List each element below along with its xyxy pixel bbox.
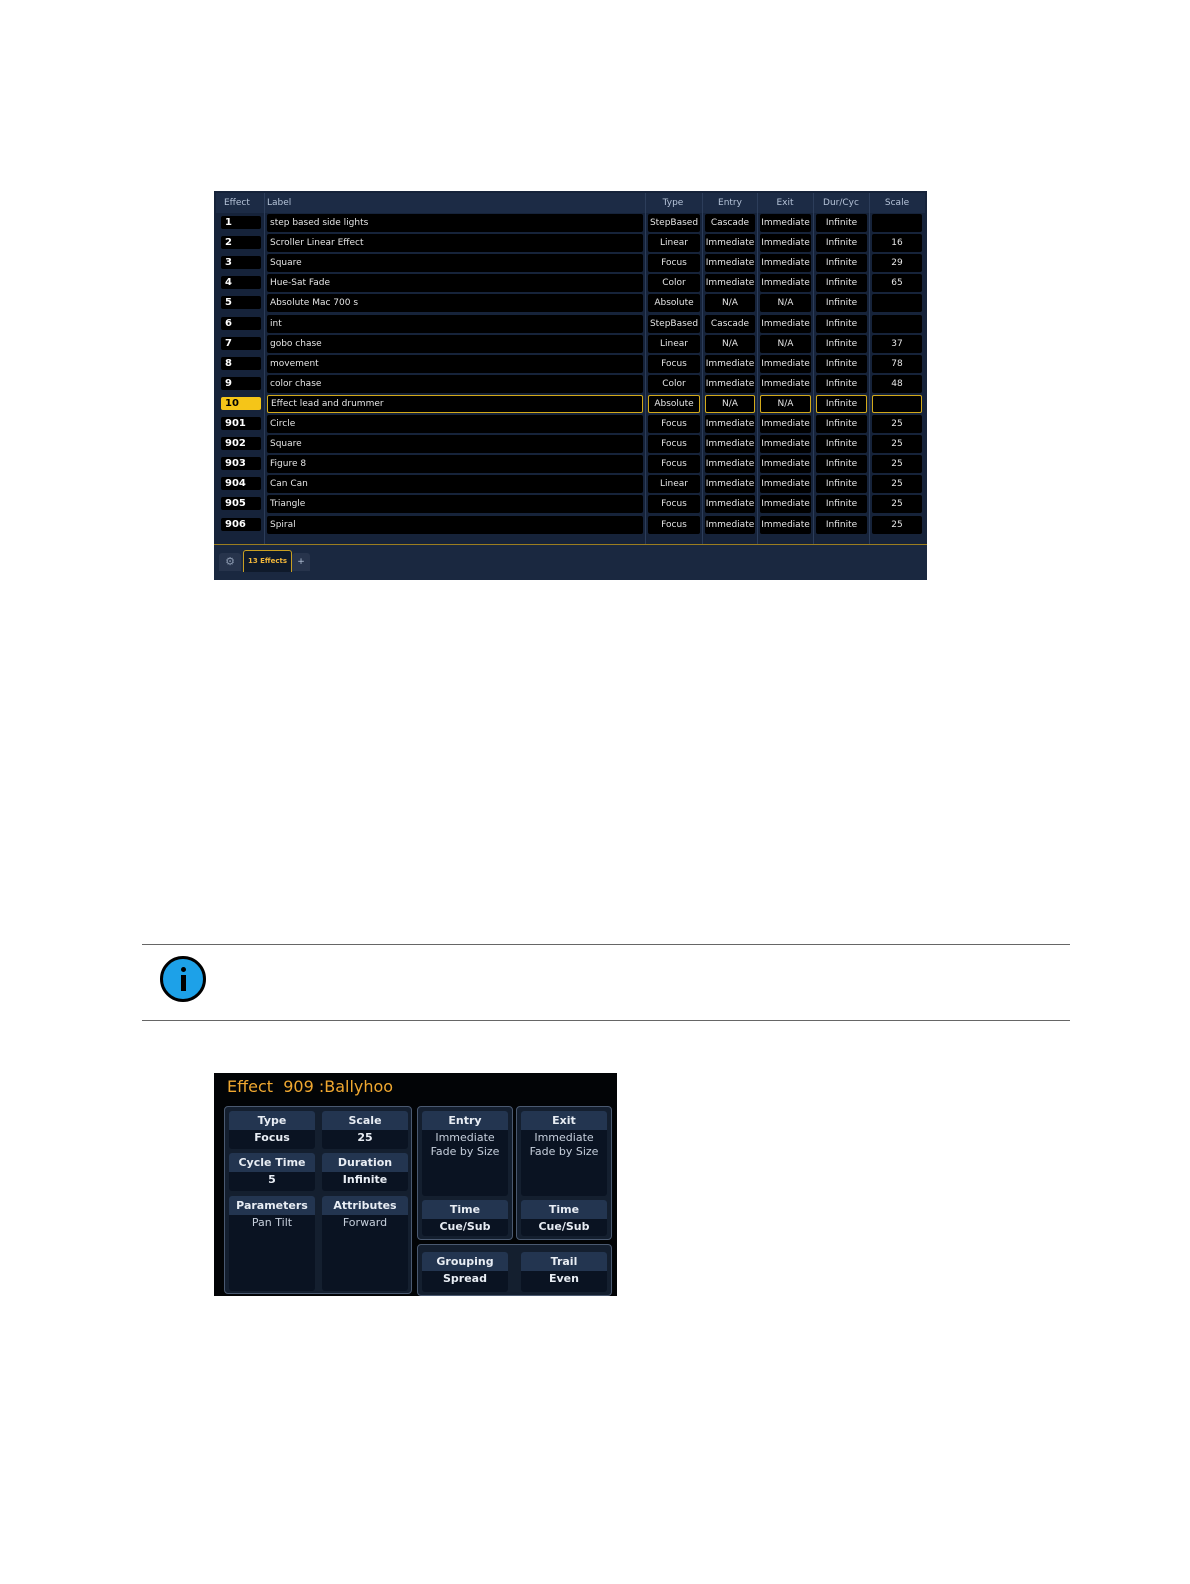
entry-label: Entry xyxy=(422,1111,508,1130)
type-cell[interactable]: Focus xyxy=(648,415,700,433)
table-row[interactable] xyxy=(216,434,925,454)
exit-cell[interactable]: Immediate xyxy=(760,455,811,473)
table-row[interactable] xyxy=(216,394,925,414)
entry-cell[interactable]: Immediate xyxy=(705,516,755,534)
exit-cell[interactable]: N/A xyxy=(760,335,811,353)
duration-tile[interactable] xyxy=(322,1153,408,1191)
exit-tile[interactable] xyxy=(521,1111,607,1196)
type-tile[interactable] xyxy=(229,1111,315,1149)
info-icon xyxy=(160,956,206,1002)
exit-time-label: Time xyxy=(521,1200,607,1219)
effect-number[interactable]: 5 xyxy=(221,296,261,309)
entry-tile[interactable] xyxy=(422,1111,508,1196)
table-row[interactable] xyxy=(216,334,925,354)
type-cell[interactable]: StepBased xyxy=(648,315,700,333)
note-bottom-rule xyxy=(142,1020,1070,1021)
table-row[interactable] xyxy=(216,233,925,253)
column-header-effect[interactable]: Effect xyxy=(224,198,250,208)
scale-cell[interactable]: 25 xyxy=(872,415,922,433)
scale-cell[interactable]: 65 xyxy=(872,274,922,292)
scale-cell[interactable] xyxy=(872,315,922,333)
label-cell[interactable]: Circle xyxy=(267,415,643,433)
effect-number[interactable]: 1 xyxy=(221,216,261,229)
entry-cell[interactable]: Immediate xyxy=(705,375,755,393)
label-cell[interactable]: Figure 8 xyxy=(267,455,643,473)
dur-cyc-cell[interactable]: Infinite xyxy=(816,234,867,252)
cycle-time-tile[interactable] xyxy=(229,1153,315,1191)
entry-cell[interactable]: Immediate xyxy=(705,475,755,493)
entry-cell[interactable]: Cascade xyxy=(705,315,755,333)
dur-cyc-cell[interactable]: Infinite xyxy=(816,214,867,232)
attributes-label: Attributes xyxy=(322,1196,408,1215)
cycle-time-value: 5 xyxy=(268,1173,276,1186)
scale-tile[interactable] xyxy=(322,1111,408,1149)
column-header-label[interactable]: Label xyxy=(267,198,292,208)
label-cell[interactable]: Hue-Sat Fade xyxy=(267,274,643,292)
dur-cyc-cell[interactable]: Infinite xyxy=(816,495,867,513)
label-cell[interactable]: Scroller Linear Effect xyxy=(267,234,643,252)
table-row[interactable] xyxy=(216,454,925,474)
entry-cell[interactable]: Immediate xyxy=(705,435,755,453)
column-header-type[interactable]: Type xyxy=(662,198,684,208)
effects-list-panel xyxy=(214,191,927,579)
exit-cell[interactable]: Immediate xyxy=(760,214,811,232)
dur-cyc-cell[interactable]: Infinite xyxy=(816,335,867,353)
label-cell[interactable]: int xyxy=(267,315,643,333)
scale-cell[interactable]: 48 xyxy=(872,375,922,393)
scale-cell[interactable]: 29 xyxy=(872,254,922,272)
exit-value-mode: Immediate xyxy=(534,1131,594,1144)
entry-value-mode: Immediate xyxy=(435,1131,495,1144)
dur-cyc-cell[interactable]: Infinite xyxy=(816,435,867,453)
effect-number[interactable]: 902 xyxy=(221,437,261,450)
scale-label: Scale xyxy=(322,1111,408,1130)
tab-13-effects[interactable]: 13 Effects xyxy=(243,550,292,572)
scale-cell[interactable]: 78 xyxy=(872,355,922,373)
dur-cyc-cell[interactable]: Infinite xyxy=(816,395,867,413)
dur-cyc-cell[interactable]: Infinite xyxy=(816,375,867,393)
dur-cyc-cell[interactable]: Infinite xyxy=(816,415,867,433)
effect-number[interactable]: 905 xyxy=(221,497,261,510)
effect-number[interactable]: 904 xyxy=(221,477,261,490)
effect-number[interactable]: 901 xyxy=(221,417,261,430)
scale-cell[interactable]: 25 xyxy=(872,455,922,473)
table-row[interactable] xyxy=(216,354,925,374)
entry-cell[interactable]: Immediate xyxy=(705,355,755,373)
table-row[interactable] xyxy=(216,314,925,334)
dur-cyc-cell[interactable]: Infinite xyxy=(816,274,867,292)
scale-cell[interactable]: 37 xyxy=(872,335,922,353)
exit-cell[interactable]: N/A xyxy=(760,395,811,413)
type-cell[interactable]: Focus xyxy=(648,435,700,453)
table-row[interactable] xyxy=(216,494,925,514)
entry-time-label: Time xyxy=(422,1200,508,1219)
exit-frame xyxy=(516,1106,612,1240)
table-row[interactable] xyxy=(216,515,925,535)
type-cell[interactable]: Focus xyxy=(648,455,700,473)
column-header-entry[interactable]: Entry xyxy=(718,198,742,208)
scale-cell[interactable]: 25 xyxy=(872,516,922,534)
entry-cell[interactable]: Immediate xyxy=(705,415,755,433)
type-cell[interactable]: Focus xyxy=(648,254,700,272)
dur-cyc-cell[interactable]: Infinite xyxy=(816,475,867,493)
effect-title: Effect 909 :Ballyhoo xyxy=(227,1077,394,1096)
parameters-label: Parameters xyxy=(229,1196,315,1215)
column-header-scale[interactable]: Scale xyxy=(884,198,910,208)
exit-cell[interactable]: Immediate xyxy=(760,375,811,393)
effect-number[interactable]: 8 xyxy=(221,357,261,370)
entry-cell[interactable]: Cascade xyxy=(705,214,755,232)
type-cell[interactable]: Focus xyxy=(648,495,700,513)
entry-cell[interactable]: N/A xyxy=(705,294,755,312)
table-row[interactable] xyxy=(216,213,925,233)
effects-table xyxy=(216,193,925,544)
dur-cyc-cell[interactable]: Infinite xyxy=(816,355,867,373)
scale-cell[interactable]: 25 xyxy=(872,495,922,513)
exit-cell[interactable]: Immediate xyxy=(760,415,811,433)
exit-cell[interactable]: Immediate xyxy=(760,516,811,534)
entry-value-fade: Fade by Size xyxy=(430,1145,500,1158)
grouping-label: Grouping xyxy=(422,1252,508,1271)
tab-bar xyxy=(214,544,927,580)
type-cell[interactable]: Color xyxy=(648,274,700,292)
label-cell[interactable]: Can Can xyxy=(267,475,643,493)
column-header-dur-cyc[interactable]: Dur/Cyc xyxy=(823,198,859,208)
entry-time-tile[interactable] xyxy=(422,1200,508,1236)
exit-cell[interactable]: Immediate xyxy=(760,475,811,493)
effect-properties-frame xyxy=(224,1106,412,1294)
label-cell[interactable]: Triangle xyxy=(267,495,643,513)
parameters-value: Pan Tilt xyxy=(251,1216,293,1229)
type-cell[interactable]: Linear xyxy=(648,335,700,353)
scale-cell[interactable]: 25 xyxy=(872,475,922,493)
effect-detail-panel xyxy=(214,1073,617,1296)
exit-label: Exit xyxy=(521,1111,607,1130)
entry-cell[interactable]: N/A xyxy=(705,335,755,353)
scale-cell[interactable] xyxy=(872,294,922,312)
scale-cell[interactable] xyxy=(872,395,922,413)
label-cell[interactable]: gobo chase xyxy=(267,335,643,353)
type-cell[interactable]: Linear xyxy=(648,234,700,252)
cycle-time-label: Cycle Time xyxy=(229,1153,315,1172)
trail-label: Trail xyxy=(521,1252,607,1271)
attributes-tile[interactable] xyxy=(322,1196,408,1291)
label-cell[interactable]: Square xyxy=(267,435,643,453)
trail-value: Even xyxy=(549,1272,579,1285)
exit-cell[interactable]: N/A xyxy=(760,294,811,312)
table-row[interactable] xyxy=(216,374,925,394)
label-cell[interactable]: Square xyxy=(267,254,643,272)
add-tab-button[interactable]: + xyxy=(292,553,310,571)
type-cell[interactable]: Absolute xyxy=(648,395,700,413)
effect-number[interactable]: 4 xyxy=(221,276,261,289)
type-cell[interactable]: Focus xyxy=(648,516,700,534)
label-cell[interactable]: movement xyxy=(267,355,643,373)
label-cell[interactable]: Effect lead and drummer xyxy=(267,395,643,413)
scale-cell[interactable] xyxy=(872,214,922,232)
label-cell[interactable]: Spiral xyxy=(267,516,643,534)
type-cell[interactable]: Focus xyxy=(648,355,700,373)
entry-cell[interactable]: Immediate xyxy=(705,455,755,473)
label-cell[interactable]: color chase xyxy=(267,375,643,393)
table-row[interactable] xyxy=(216,253,925,273)
exit-cell[interactable]: Immediate xyxy=(760,435,811,453)
table-row[interactable] xyxy=(216,474,925,494)
dur-cyc-cell[interactable]: Infinite xyxy=(816,254,867,272)
exit-cell[interactable]: Immediate xyxy=(760,274,811,292)
type-cell[interactable]: Color xyxy=(648,375,700,393)
scale-cell[interactable]: 16 xyxy=(872,234,922,252)
exit-cell[interactable]: Immediate xyxy=(760,495,811,513)
effect-number[interactable]: 2 xyxy=(221,236,261,249)
exit-cell[interactable]: Immediate xyxy=(760,315,811,333)
note-top-rule xyxy=(142,944,1070,945)
type-cell[interactable]: Linear xyxy=(648,475,700,493)
parameters-tile[interactable] xyxy=(229,1196,315,1291)
dur-cyc-cell[interactable]: Infinite xyxy=(816,516,867,534)
scale-cell[interactable]: 25 xyxy=(872,435,922,453)
entry-cell[interactable]: Immediate xyxy=(705,495,755,513)
label-cell[interactable]: step based side lights xyxy=(267,214,643,232)
table-row[interactable] xyxy=(216,273,925,293)
entry-cell[interactable]: Immediate xyxy=(705,254,755,272)
exit-cell[interactable]: Immediate xyxy=(760,234,811,252)
effect-number[interactable]: 903 xyxy=(221,457,261,470)
entry-frame xyxy=(417,1106,513,1240)
entry-cell[interactable]: N/A xyxy=(705,395,755,413)
entry-cell[interactable]: Immediate xyxy=(705,234,755,252)
label-cell[interactable]: Absolute Mac 700 s xyxy=(267,294,643,312)
dur-cyc-cell[interactable]: Infinite xyxy=(816,294,867,312)
exit-time-value: Cue/Sub xyxy=(538,1220,590,1233)
gear-icon[interactable]: ⚙ xyxy=(219,553,241,571)
dur-cyc-cell[interactable]: Infinite xyxy=(816,315,867,333)
entry-time-value: Cue/Sub xyxy=(439,1220,491,1233)
type-cell[interactable]: StepBased xyxy=(648,214,700,232)
duration-value: Infinite xyxy=(342,1173,388,1186)
table-row[interactable] xyxy=(216,293,925,313)
type-label: Type xyxy=(229,1111,315,1130)
exit-value-fade: Fade by Size xyxy=(529,1145,599,1158)
table-header xyxy=(216,193,925,213)
column-header-exit[interactable]: Exit xyxy=(776,198,794,208)
table-row[interactable] xyxy=(216,414,925,434)
exit-cell[interactable]: Immediate xyxy=(760,355,811,373)
entry-cell[interactable]: Immediate xyxy=(705,274,755,292)
grouping-value: Spread xyxy=(443,1272,487,1285)
exit-time-tile[interactable] xyxy=(521,1200,607,1236)
grouping-trail-frame xyxy=(417,1244,612,1296)
grouping-tile[interactable] xyxy=(422,1252,508,1292)
trail-tile[interactable] xyxy=(521,1252,607,1292)
effect-number[interactable]: 7 xyxy=(221,337,261,350)
attributes-value: Forward xyxy=(342,1216,388,1229)
effect-number[interactable]: 10 xyxy=(221,397,261,410)
scale-value: 25 xyxy=(357,1131,373,1144)
duration-label: Duration xyxy=(322,1153,408,1172)
effect-number[interactable]: 6 xyxy=(221,317,261,330)
type-cell[interactable]: Absolute xyxy=(648,294,700,312)
effect-number[interactable]: 906 xyxy=(221,518,261,531)
dur-cyc-cell[interactable]: Infinite xyxy=(816,455,867,473)
effect-number[interactable]: 3 xyxy=(221,256,261,269)
type-value: Focus xyxy=(254,1131,290,1144)
effect-number[interactable]: 9 xyxy=(221,377,261,390)
exit-cell[interactable]: Immediate xyxy=(760,254,811,272)
